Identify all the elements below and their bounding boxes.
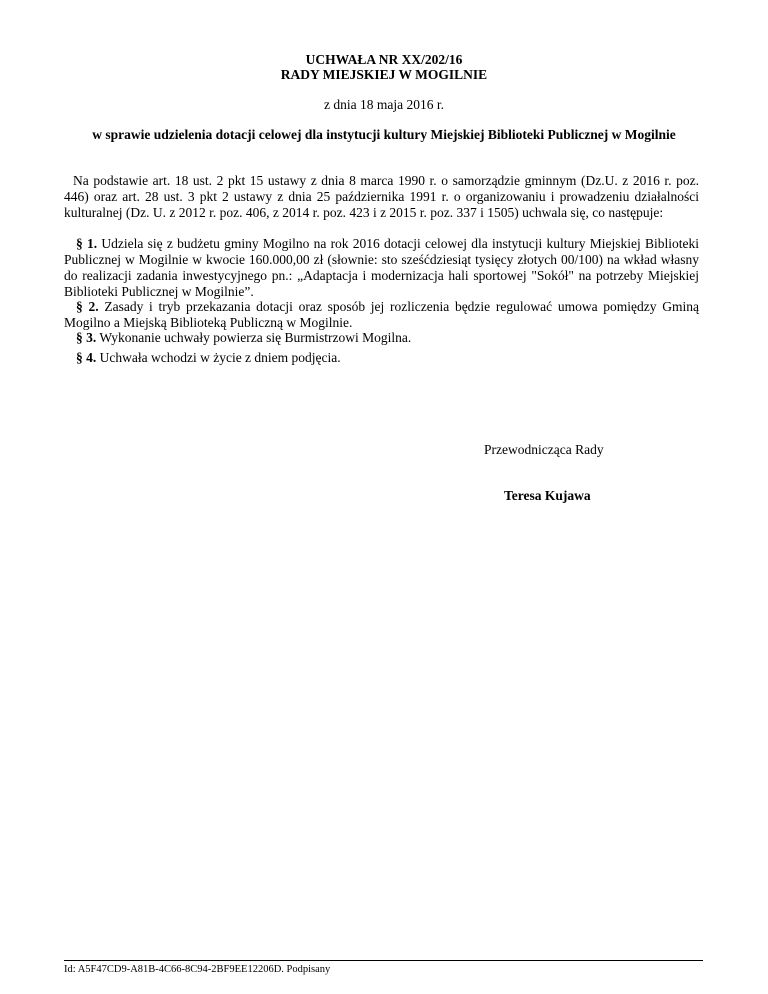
section-label: § 3. (76, 330, 97, 345)
section-4-paragraph (64, 350, 699, 366)
resolution-number: UCHWAŁA NR XX/202/16 (305, 52, 463, 67)
section-text: Wykonanie uchwały powierza się Burmistrzowi Mogilna. (96, 330, 412, 345)
legal-basis-paragraph: Na podstawie art. 18 ust. 2 pkt 15 ustawy z dnia 8 marca 1990 r. o samorządzie gminnym (Dz.U. z 2016 r. poz. 446) oraz art. 28 ust. 3 pkt 2 ustawy z dnia 25 października 1991 r. o organizowaniu i prowadzeniu działalności kulturalnej (Dz. U. z 2012 r. poz. 406, z 2014 r. poz. 423 i z 2015 r. poz. 337 i 1505) uchwala się, co następuje: (64, 173, 699, 220)
council-name: RADY MIEJSKIEJ W MOGILNIE (280, 67, 488, 82)
section-text: Uchwała wchodzi w życie z dniem podjęcia. (96, 350, 341, 365)
resolution-date: z dnia 18 maja 2016 r. (324, 97, 444, 112)
section-1-paragraph (64, 236, 699, 300)
section-3-paragraph (64, 330, 699, 346)
section-text: Udziela się z budżetu gminy Mogilno na rok 2016 dotacji celowej dla instytucji kultury Miejskiej Biblioteki Publicznej w Mogilnie w kwocie 160.000,00 zł (słownie: sto sześćdziesiąt tysięcy złotych 00/100) na wkład własny do realizacji zadania inwestycyjnego pn.: „Adaptacja i modernizacja hali sportowej "Sokół" na potrzeby Miejskiej Biblioteki Publicznej w Mogilnie”. (64, 236, 699, 299)
footer-divider (64, 960, 703, 961)
section-label: § 1. (76, 236, 98, 251)
section-2-paragraph (64, 299, 699, 331)
section-label: § 4. (76, 350, 97, 365)
signature-name: Teresa Kujawa (504, 488, 591, 503)
document-id-footer: Id: A5F47CD9-A81B-4C66-8C94-2BF9EE12206D. Podpisany (64, 964, 331, 975)
section-text: Zasady i tryb przekazania dotacji oraz sposób jej rozliczenia będzie regulować umowa pomiędzy Gminą Mogilno a Miejską Biblioteką Publiczną w Mogilnie. (64, 299, 700, 330)
resolution-subject: w sprawie udzielenia dotacji celowej dla instytucji kultury Miejskiej Biblioteki Publicznej w Mogilnie (92, 127, 676, 142)
signature-role: Przewodnicząca Rady (484, 442, 604, 457)
section-label: § 2. (76, 299, 99, 314)
